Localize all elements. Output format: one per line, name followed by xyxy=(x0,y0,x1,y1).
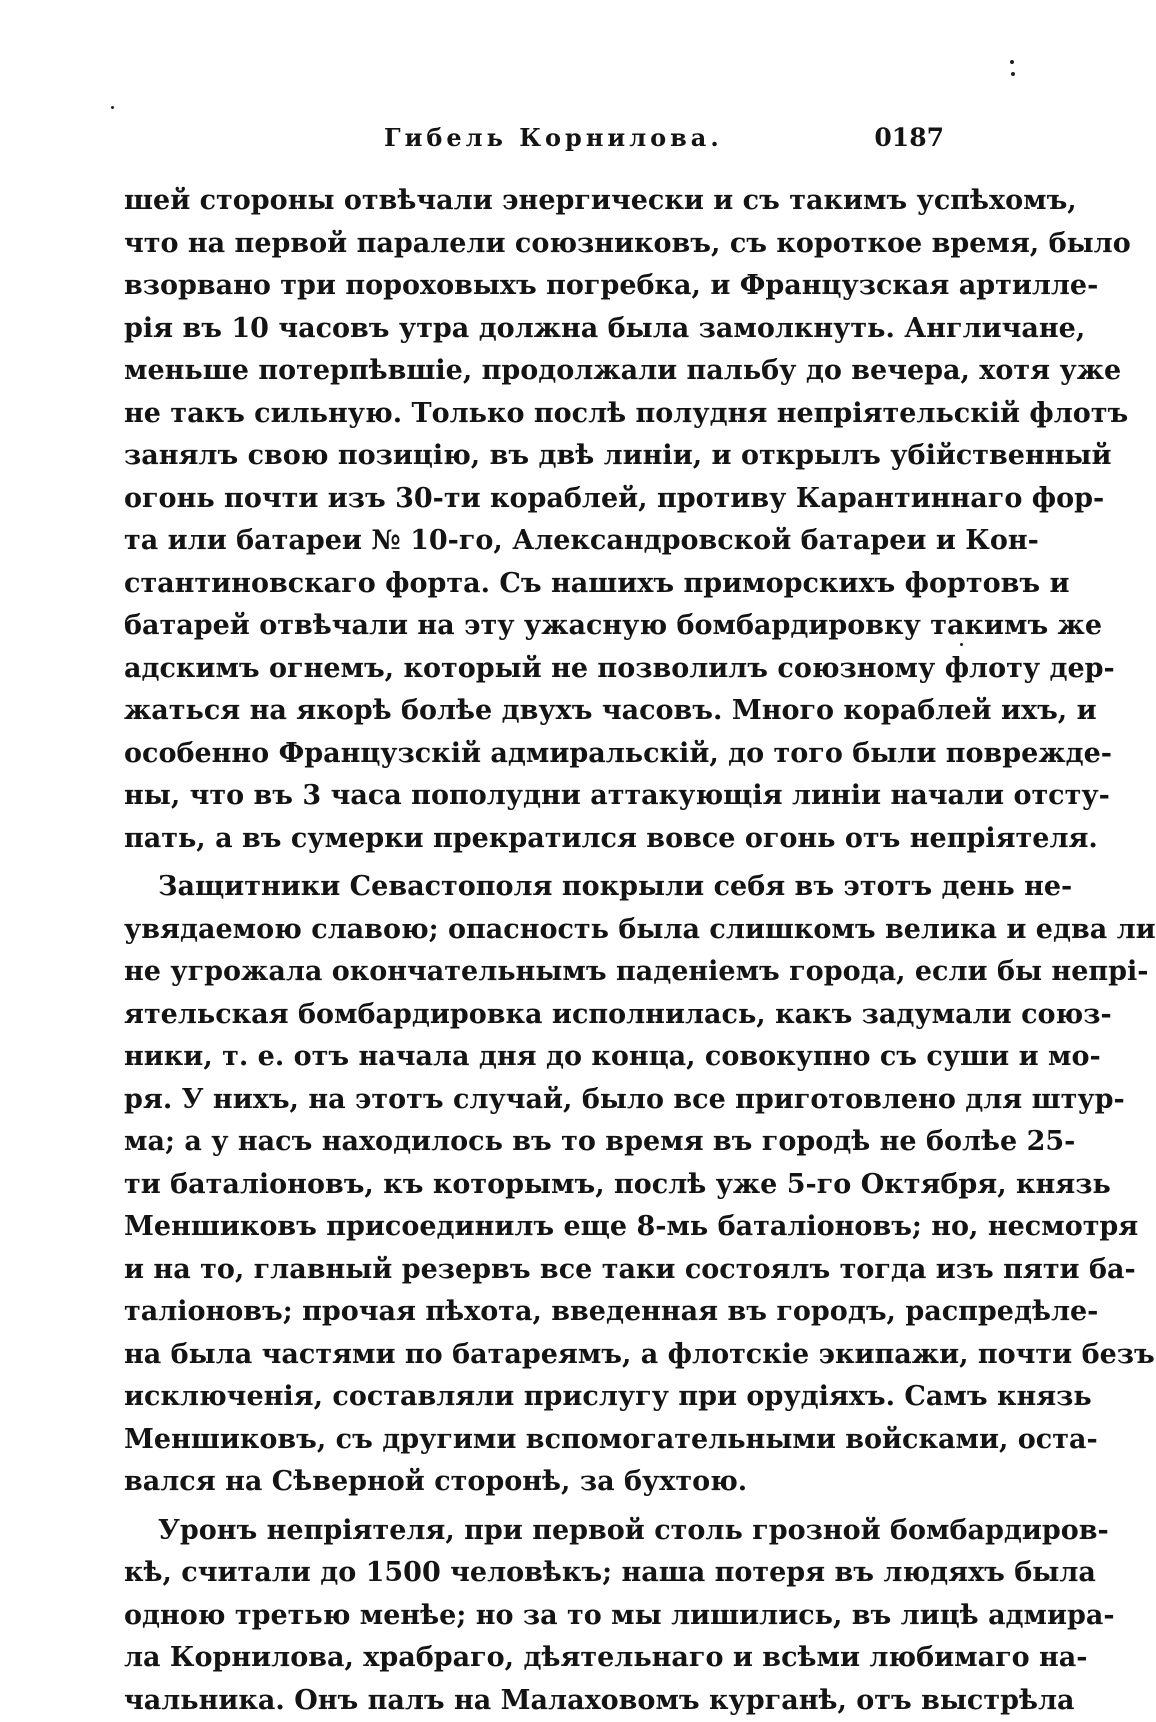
running-title: Гибель Корнилова. xyxy=(384,118,723,158)
text-line: увядаемою славою; опасность была слишкомъ велика и едва ли xyxy=(124,909,944,952)
text-line: адскимъ огнемъ, который не позволилъ союзному флоту дер- xyxy=(124,648,944,691)
text-line: особенно Французскій адмиральскій, до того были поврежде- xyxy=(124,733,944,776)
text-line: стантиновскаго форта. Съ нашихъ приморскихъ фортовъ и xyxy=(124,563,944,606)
text-line: рія въ 10 часовъ утра должна была замолкнуть. Англичане, xyxy=(124,308,944,351)
page-number: 0187 xyxy=(874,118,944,158)
print-speck xyxy=(1010,60,1014,64)
print-speck xyxy=(960,643,963,646)
text-line: жаться на якорѣ болѣе двухъ часовъ. Много кораблей ихъ, и xyxy=(124,690,944,733)
text-line: занялъ свою позицію, въ двѣ линіи, и открылъ убійственный xyxy=(124,435,944,478)
text-line: огонь почти изъ 30-ти кораблей, противу Карантиннаго фор- xyxy=(124,478,944,521)
text-line: кѣ, считали до 1500 человѣкъ; наша потеря въ людяхъ была xyxy=(124,1552,944,1595)
text-line: исключенія, составляли прислугу при орудіяхъ. Самъ князь xyxy=(124,1376,944,1419)
text-line: ла Корнилова, храбраго, дѣятельнаго и всѣми любимаго на- xyxy=(124,1637,944,1680)
text-line: таліоновъ; прочая пѣхота, введенная въ городъ, распредѣле- xyxy=(124,1291,944,1334)
text-line: пать, а въ сумерки прекратился вовсе огонь отъ непріятеля. xyxy=(124,818,944,861)
text-line: Меншиковъ, съ другими вспомогательными войсками, оста- xyxy=(124,1419,944,1462)
page-header xyxy=(124,118,944,158)
text-line: не такъ сильную. Только послѣ полудня непріятельскій флотъ xyxy=(124,393,944,436)
text-line: та или батареи № 10-го, Александровской батареи и Кон- xyxy=(124,520,944,563)
print-speck xyxy=(1011,72,1015,76)
text-line: одною третью менѣе; но за то мы лишились, въ лицѣ адмира- xyxy=(124,1595,944,1638)
text-line: взорвано три пороховыхъ погребка, и Французская артилле- xyxy=(124,265,944,308)
paragraph-2 xyxy=(124,866,944,1504)
text-line: вался на Сѣверной сторонѣ, за бухтою. xyxy=(124,1461,944,1504)
paragraph-3 xyxy=(124,1510,944,1722)
text-line: батарей отвѣчали на эту ужасную бомбардировку такимъ же xyxy=(124,605,944,648)
text-line: Защитники Севастополя покрыли себя въ этотъ день не- xyxy=(124,866,944,909)
text-line: шей стороны отвѣчали энергически и съ такимъ успѣхомъ, xyxy=(124,180,944,223)
text-line: ти баталіоновъ, къ которымъ, послѣ уже 5-го Октября, князь xyxy=(124,1164,944,1207)
text-line: что на первой паралели союзниковъ, съ короткое время, было xyxy=(124,223,944,266)
print-speck xyxy=(111,106,114,109)
text-line: ны, что въ 3 часа пополудни аттакующія линіи начали отсту- xyxy=(124,775,944,818)
text-line: ря. У нихъ, на этотъ случай, было все приготовлено для штур- xyxy=(124,1079,944,1122)
text-line: ма; а у насъ находилось въ то время въ городѣ не болѣе 25- xyxy=(124,1121,944,1164)
text-line: на была частями по батареямъ, а флотскіе экипажи, почти безъ xyxy=(124,1334,944,1377)
text-line: ятельская бомбардировка исполнилась, какъ задумали союз- xyxy=(124,994,944,1037)
text-line: не угрожала окончательнымъ паденіемъ города, если бы непрі- xyxy=(124,951,944,994)
paragraph-1 xyxy=(124,180,944,860)
text-line: ники, т. е. отъ начала дня до конца, совокупно съ суши и мо- xyxy=(124,1036,944,1079)
body-text xyxy=(124,180,944,1722)
text-line: чальника. Онъ палъ на Малаховомъ курганѣ, отъ выстрѣла xyxy=(124,1680,944,1722)
text-line: меньше потерпѣвшіе, продолжали пальбу до вечера, хотя уже xyxy=(124,350,944,393)
text-line: и на то, главный резервъ все таки состоялъ тогда изъ пяти ба- xyxy=(124,1249,944,1292)
text-line: Уронъ непріятеля, при первой столь грозной бомбардиров- xyxy=(124,1510,944,1553)
text-line: Меншиковъ присоединилъ еще 8-мь баталіоновъ; но, несмотря xyxy=(124,1206,944,1249)
